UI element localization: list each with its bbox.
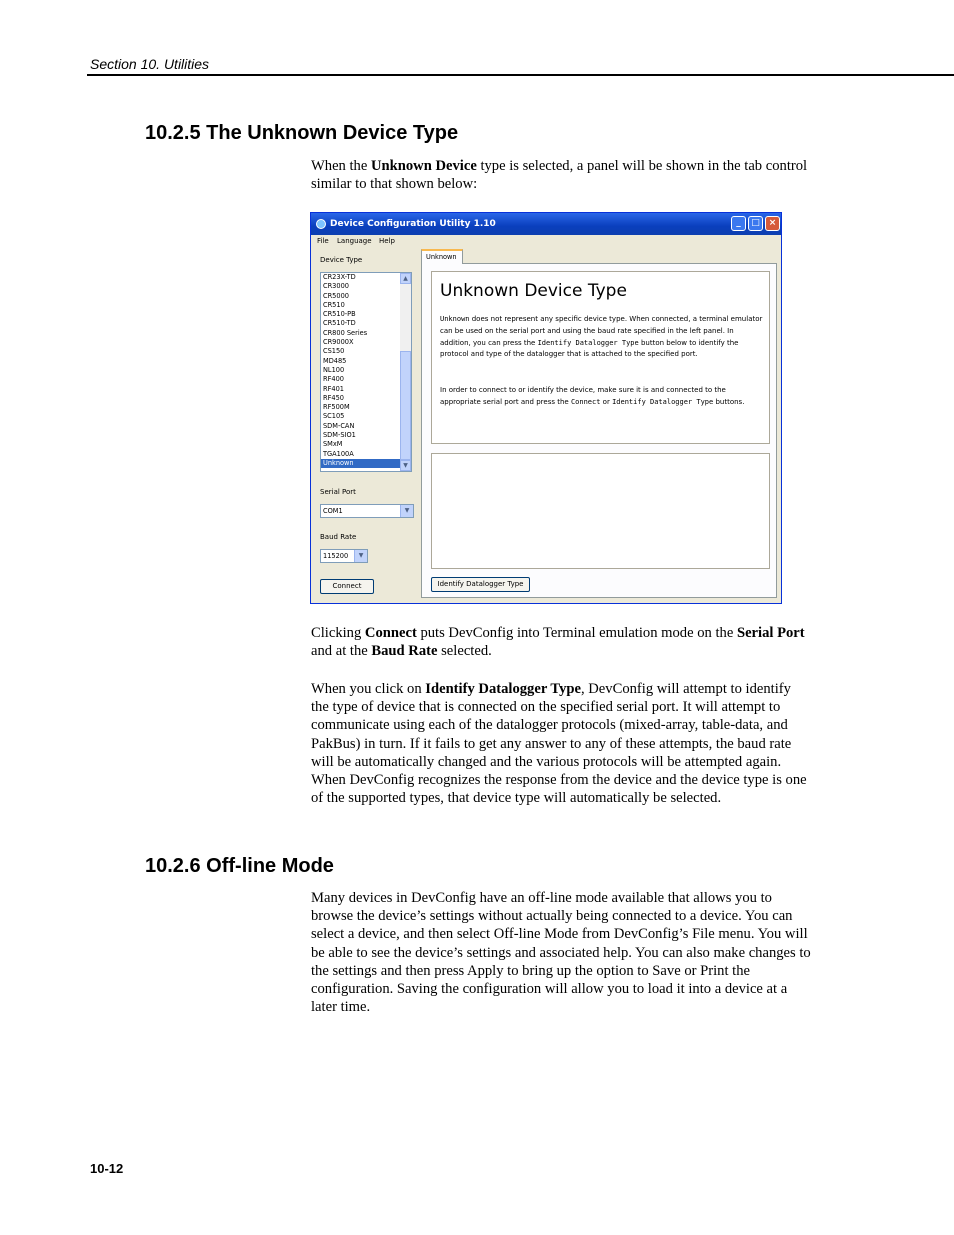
connect-paragraph: Clicking Connect puts DevConfig into Terminal emulation mode on the Serial Port and at the Baud Rate selected. xyxy=(311,625,805,660)
device-list-item[interactable]: CR510 xyxy=(323,300,345,309)
device-list-item[interactable]: SC105 xyxy=(323,412,345,421)
device-list-item[interactable]: CR23X-TD xyxy=(323,273,356,281)
header-rule xyxy=(87,74,954,76)
identify-paragraph: When you click on Identify Datalogger Type, DevConfig will attempt to identify the type of device that is connected on the specified serial port. It will attempt to communicate using each of the datalogger protocols (mixed-array, table-data, and PakBus) in turn. If it fails to get any answer to any of these attempts, the baud rate will be automatically changed and the various protocols will be attempted again. When DevConfig recognizes the response from the device and the device type is one of the supported types, that device type will automatically be selected. xyxy=(311,681,807,807)
device-type-list[interactable] xyxy=(320,272,412,472)
app-icon xyxy=(316,219,326,229)
serial-port-value: COM1 xyxy=(323,507,343,515)
device-list-item[interactable]: MD485 xyxy=(323,356,347,365)
baud-rate-select[interactable] xyxy=(320,549,368,563)
section-heading-1025: 10.2.5 The Unknown Device Type xyxy=(145,122,459,144)
intro-paragraph: When the Unknown Device type is selected, a panel will be shown in the tab control similar to that shown below: xyxy=(311,158,808,193)
device-list-item[interactable]: CR5000 xyxy=(323,291,349,300)
device-list-item[interactable]: CR510-TD xyxy=(323,319,356,328)
device-list-items xyxy=(321,273,411,468)
baud-rate-value: 115200 xyxy=(323,552,349,560)
window-titlebar xyxy=(311,213,781,235)
device-list-item[interactable]: SDM-SIO1 xyxy=(323,431,356,440)
scroll-up-icon[interactable]: ▲ xyxy=(400,273,411,284)
serial-port-select[interactable] xyxy=(320,504,414,518)
window-title: Device Configuration Utility 1.10 xyxy=(330,219,496,229)
device-type-label: Device Type xyxy=(320,256,363,264)
device-list-item[interactable]: SDM-CAN xyxy=(323,421,355,430)
chevron-down-icon[interactable]: ▼ xyxy=(354,550,367,562)
device-list-item[interactable]: CR3000 xyxy=(323,282,349,291)
device-info-panel xyxy=(431,271,770,444)
device-list-item[interactable]: NL100 xyxy=(323,365,345,374)
scroll-down-icon[interactable]: ▼ xyxy=(400,460,411,471)
device-list-item[interactable]: RF401 xyxy=(323,384,344,393)
device-list-item[interactable]: RF450 xyxy=(323,393,344,402)
device-list-item[interactable]: RF400 xyxy=(323,375,344,384)
section-heading-1026: 10.2.6 Off-line Mode xyxy=(145,855,334,877)
panel-paragraph-2: In order to connect to or identify the device, make sure it is and connected to the appropriate serial port and press the Connect or Identify Datalogger Type buttons. xyxy=(440,386,745,406)
device-list-item[interactable]: CR510-PB xyxy=(323,310,356,319)
chevron-down-icon[interactable]: ▼ xyxy=(400,505,413,517)
maximize-icon[interactable]: □ xyxy=(748,216,763,231)
device-list-item[interactable]: SMxM xyxy=(323,440,343,449)
tab-unknown[interactable]: Unknown xyxy=(421,249,463,264)
device-list-item[interactable]: CR9000X xyxy=(323,338,354,347)
minimize-icon[interactable]: _ xyxy=(731,216,746,231)
device-list-item[interactable]: CS150 xyxy=(323,347,345,356)
device-list-scrollbar[interactable] xyxy=(400,273,411,471)
menu-file[interactable]: File xyxy=(317,237,329,245)
close-icon[interactable]: × xyxy=(765,216,780,231)
connect-button[interactable]: Connect xyxy=(320,579,374,594)
identify-datalogger-button[interactable]: Identify Datalogger Type xyxy=(431,577,530,592)
panel-paragraph-1: Unknown does not represent any specific device type. When connected, a terminal emulator can be used on the serial port and using the baud rate specified in the left panel. In addition, you can press the Identify Datalogger Type button below to identify the protocol and type of the datalogger that is attached to the specified port. xyxy=(440,315,763,359)
serial-port-label: Serial Port xyxy=(320,488,356,496)
device-list-item[interactable]: CR800 Series xyxy=(323,328,368,337)
offline-paragraph: Many devices in DevConfig have an off-line mode available that allows you to browse the device’s settings without actually being connected to a device. You can select a device, and then select Off-line Mode from DevConfig’s File menu. You will be able to see the device’s settings and associated help. You can also make changes to the settings and then press Apply to bring up the option to Save or Print the configuration. Saving the configuration will allow you to load it into a device at a later time. xyxy=(311,890,811,1016)
devconfig-window xyxy=(310,212,782,604)
device-list-item[interactable]: TGA100A xyxy=(323,449,354,458)
baud-rate-label: Baud Rate xyxy=(320,533,357,541)
menu-language[interactable]: Language xyxy=(337,237,372,245)
running-header: Section 10. Utilities xyxy=(90,56,210,72)
panel-title: Unknown Device Type xyxy=(440,281,627,301)
device-list-item[interactable]: Unknown xyxy=(321,459,411,468)
page-number: 10-12 xyxy=(90,1161,124,1176)
terminal-panel[interactable] xyxy=(431,453,770,569)
scroll-thumb[interactable] xyxy=(400,351,411,460)
menu-help[interactable]: Help xyxy=(379,237,395,245)
device-list-item[interactable]: RF500M xyxy=(323,403,350,412)
